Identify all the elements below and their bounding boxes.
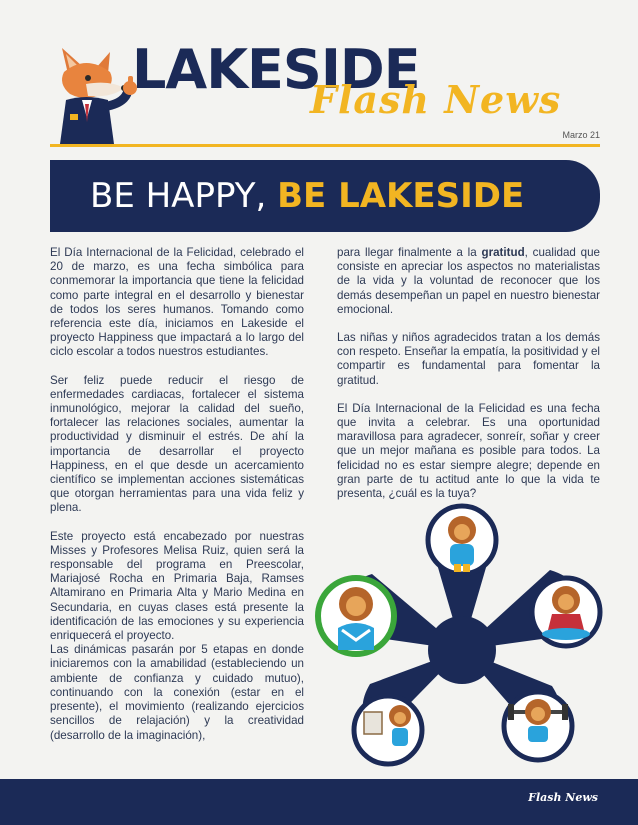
- header-divider: [50, 144, 600, 147]
- article-paragraph: [337, 246, 600, 317]
- article-paragraph: Las dinámicas pasarán por 5 etapas en donde iniciaremos con la amabilidad (estableciendo un ambiente de confianza y cuidado mutuo), continuando con la conexión (estar en el presente), el movimiento (realizando ejercicios sencillos de relajación) y la creatividad (desarrollo de la imaginación),: [50, 643, 304, 742]
- issue-date: Marzo 21: [562, 130, 600, 140]
- fox-mascot-icon: [52, 44, 142, 148]
- lion-painting-icon: [354, 696, 422, 764]
- headline-part-2: BE LAKESIDE: [277, 176, 525, 216]
- headline-text: [90, 174, 524, 218]
- headline-banner: [50, 160, 600, 232]
- happiness-stages-graphic: [312, 500, 612, 770]
- article-paragraph: El Día Internacional de la Felicidad es una fecha que invita a celebrar. Es una oportunidad maravillosa para agradecer, sonreír, soñar y creer que un mejor mañana es posible para todos. La felicidad no es estar siempre alegre; depende en gran parte de tu actitud ante lo que la vida te presenta, ¿cuál es la tuya?: [337, 401, 600, 501]
- newsletter-subtitle: Flash News: [310, 77, 562, 122]
- article-paragraph: Este proyecto está encabezado por nuestras Misses y Profesores Melisa Ruiz, quien será la responsable del programa en Preescolar, Mariajosé Rocha en Primaria Baja, Ramses Altamirano en Primaria Alta y Mario Medina en Secundaria, en cuyas clases está presente la identificación de las emociones y su experiencia enriquecerá el proyecto.: [50, 529, 304, 643]
- lion-weightlifting-icon: [504, 692, 572, 760]
- gratitude-keyword: gratitud: [481, 246, 525, 259]
- lion-cheering-icon: [318, 578, 394, 654]
- paragraph-text: , cualidad que consiste en apreciar los aspectos no materialistas de la vida y la voluntad de reconocer que los demás desempeñan un papel en nuestro bienestar emocional.: [337, 246, 600, 316]
- article-paragraph: El Día Internacional de la Felicidad, celebrado el 20 de marzo, es una fecha simbólica para conmemorar la importancia que tiene la felicidad como parte integral en el desarrollo y bienestar de todos los seres humanos. Tomando como referencia este día, iniciamos en Lakeside el proyecto Happiness que impactará a lo largo del ciclo escolar a todos nuestros estudiantes.: [50, 246, 304, 359]
- article-paragraph: Las niñas y niños agradecidos tratan a los demás con respeto. Enseñar la empatía, la positividad y el compartir es fundamental para fomentar la gratitud.: [337, 331, 600, 387]
- page-footer: [0, 779, 638, 825]
- headline-part-1: BE HAPPY,: [90, 176, 278, 216]
- lion-meditating-icon: [532, 578, 600, 646]
- newsletter-title: LAKESIDE: [132, 38, 420, 101]
- footer-label: Flash News: [528, 791, 598, 804]
- paragraph-text: para llegar finalmente a la: [337, 246, 482, 259]
- article-left-column: [50, 246, 304, 757]
- article-paragraph: Ser feliz puede reducir el riesgo de enfermedades cardiacas, fortalecer el sistema inmunológico, mejorar la calidad del sueño, fortalecer las relaciones sociales, aumentar la productividad y disminuir el estrés. De ahí la importancia de desarrollar el proyecto Happiness, en el que desde un acercamiento científico se implementan acciones sistemáticas que otorgan herramientas para una vida feliz y plena.: [50, 373, 304, 515]
- article-right-column: [337, 246, 600, 515]
- lion-hugging-icon: [428, 506, 496, 574]
